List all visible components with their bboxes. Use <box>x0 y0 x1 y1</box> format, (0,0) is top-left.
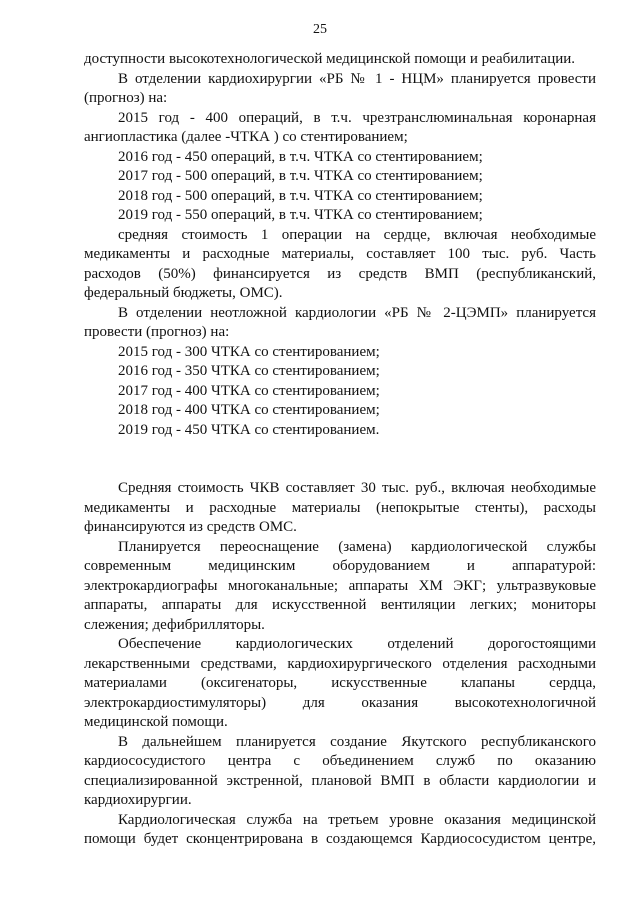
text-line: В отделении кардиохирургии «РБ № 1 - НЦМ» планируется провести <box>118 70 596 87</box>
text-line: 2019 год - 450 ЧТКА со стентированием. <box>118 421 380 438</box>
text-line: 2015 год - 400 операций, в т.ч. чрезтранслюминальная коронарная <box>118 109 596 126</box>
text-line: 2017 год - 500 операций, в т.ч. ЧТКА со стентированием; <box>118 168 483 184</box>
text-line: Планируется переоснащение (замена) кардиологической службы <box>118 538 596 555</box>
text-line: кардиососудистого центра с объединением служб по оказанию <box>84 753 596 769</box>
text-line: 2017 год - 400 ЧТКА со стентированием; <box>118 382 380 399</box>
text-line: Кардиологическая служба на третьем уровне оказания медицинской <box>118 811 596 828</box>
text-line: федеральный бюджеты, ОМС). <box>84 285 283 301</box>
text-line: современным медицинским оборудованием и аппаратурой: <box>84 558 596 574</box>
text-line: (прогноз) на: <box>84 90 168 106</box>
text-line <box>84 440 596 460</box>
text-line: доступности высокотехнологической медицинской помощи и реабилитации. <box>84 51 576 67</box>
text-line: финансируются из средств ОМС. <box>84 519 297 535</box>
text-line: специализированной экстренной, плановой ВМП в области кардиологии и <box>84 772 596 789</box>
document-body <box>84 50 596 850</box>
text-line: 2019 год - 550 операций, в т.ч. ЧТКА со стентированием; <box>118 207 483 223</box>
text-line: 2018 год - 400 ЧТКА со стентированием; <box>118 402 380 418</box>
text-line: 2016 год - 350 ЧТКА со стентированием; <box>118 363 380 379</box>
page-number: 25 <box>313 22 327 37</box>
text-line: средняя стоимость 1 операции на сердце, включая необходимые <box>118 226 596 243</box>
text-line: кардиохирургии. <box>84 792 192 808</box>
text-line: Средняя стоимость ЧКВ составляет 30 тыс. руб., включая необходимые <box>118 480 596 496</box>
text-line: 2018 год - 500 операций, в т.ч. ЧТКА со стентированием; <box>118 187 483 204</box>
text-line: В дальнейшем планируется создание Якутского республиканского <box>118 733 596 750</box>
text-line: Обеспечение кардиологических отделений дорогостоящими <box>118 636 596 652</box>
text-line: аппараты, аппараты для искусственной вентиляции легких; мониторы <box>84 597 596 613</box>
text-line: медикаменты и расходные материалы (непокрытые стенты), расходы <box>84 499 596 516</box>
text-line: медикаменты и расходные материалы, составляет 100 тыс. руб. Часть <box>84 246 596 262</box>
text-line: медицинской помощи. <box>84 714 228 730</box>
text-line: провести (прогноз) на: <box>84 324 230 340</box>
text-line: помощи будет сконцентрирована в создающемся Кардиососудистом центре, <box>84 831 596 847</box>
text-line: 2016 год - 450 операций, в т.ч. ЧТКА со стентированием; <box>118 148 483 165</box>
text-line: лекарственными средствами, кардиохирургического отделения расходными <box>84 655 596 672</box>
text-line <box>84 460 596 480</box>
text-line: электрокардиостимуляторы) для оказания высокотехнологичной <box>84 694 596 711</box>
text-line: ангиопластика (далее -ЧТКА ) со стентированием; <box>84 129 408 145</box>
text-line: материалами (оксигенаторы, искусственные клапаны сердца, <box>84 675 596 691</box>
text-line: слежения; дефибрилляторы. <box>84 616 265 633</box>
text-line: расходов (50%) финансируется из средств ВМП (республиканский, <box>84 265 596 282</box>
text-line: В отделении неотложной кардиологии «РБ № 2-ЦЭМП» планируется <box>118 304 596 321</box>
text-line: электрокардиографы многоканальные; аппараты ХМ ЭКГ; ультразвуковые <box>84 577 596 594</box>
text-line: 2015 год - 300 ЧТКА со стентированием; <box>118 343 380 360</box>
